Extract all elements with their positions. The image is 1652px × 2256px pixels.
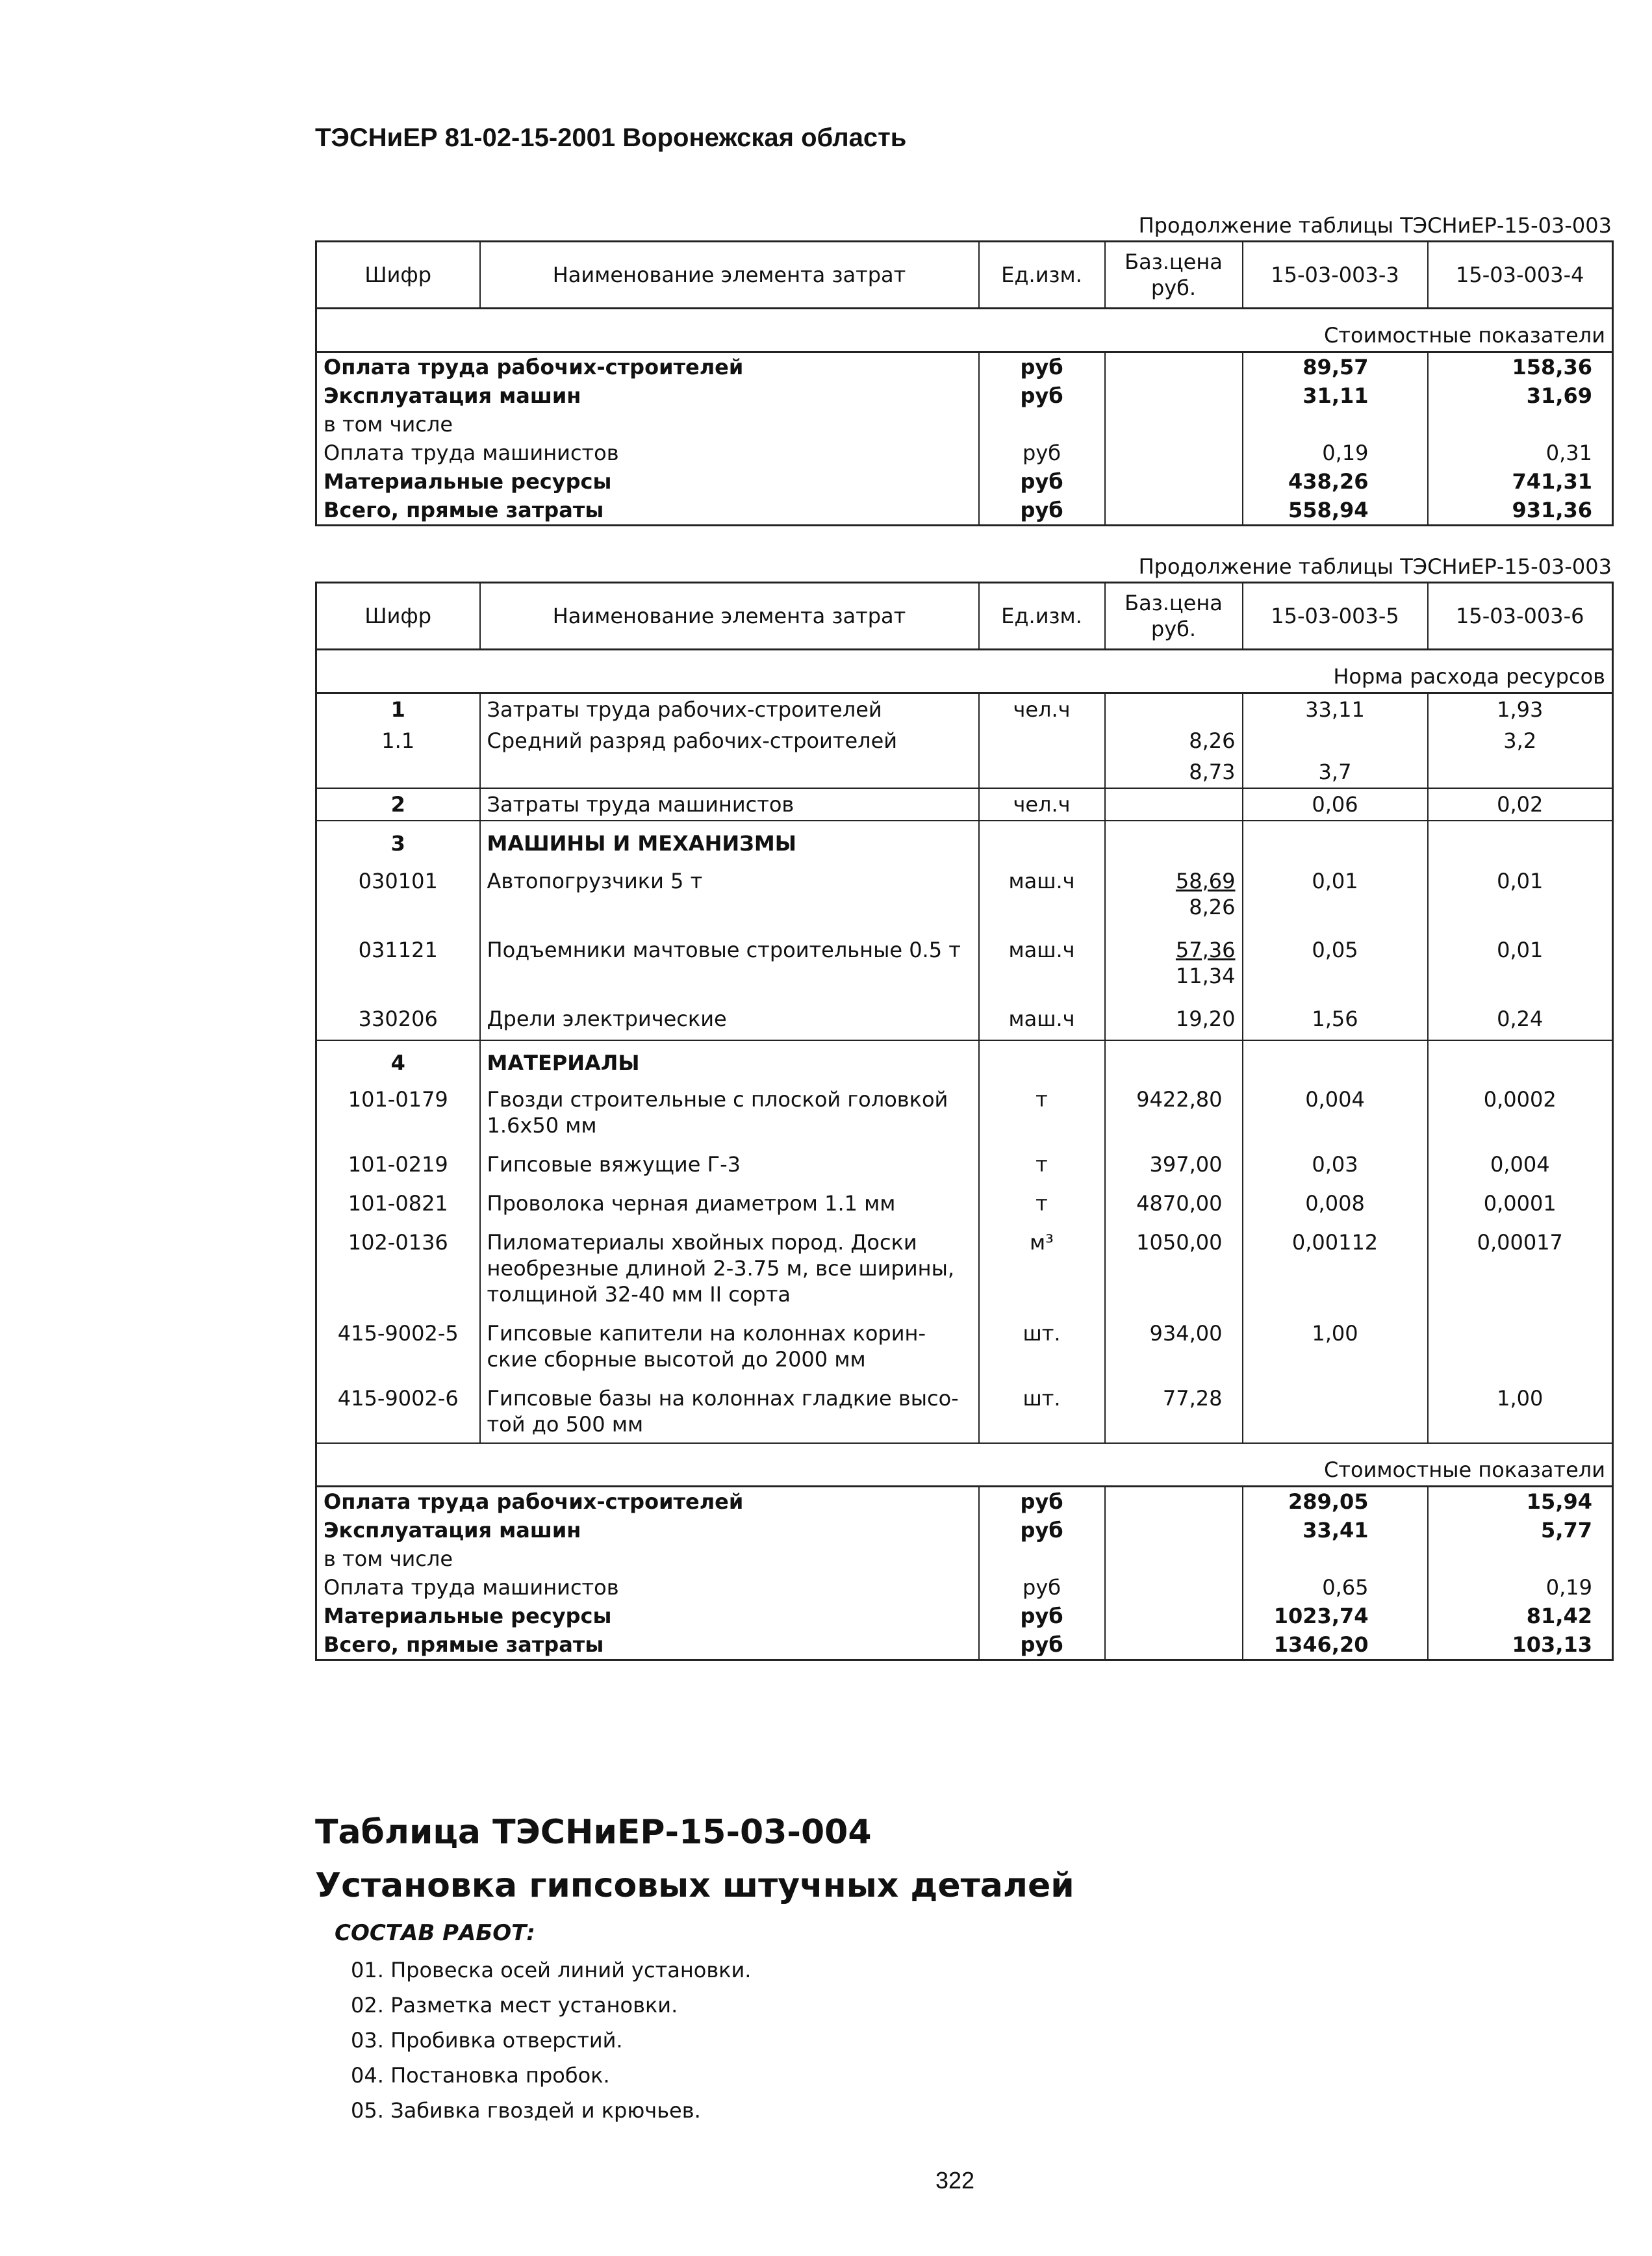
table-row: 2 Затраты труда машинистов чел.ч 0,06 0,02 <box>316 788 1613 821</box>
section-label: Норма расхода ресурсов <box>316 650 1613 693</box>
table-row: 1 Затраты труда рабочих-строителей чел.ч 33,11 1,93 <box>316 693 1613 726</box>
work-step: 02. Разметка мест установки. <box>351 1993 678 2018</box>
work-composition-heading: СОСТАВ РАБОТ: <box>335 1920 535 1946</box>
page-number: 322 <box>935 2167 975 2194</box>
cost-row: Всего, прямые затраты руб 558,94 931,36 <box>316 496 1613 526</box>
material-row: 101-0821 Проволока черная диаметром 1.1 мм т 4870,00 0,008 0,0001 <box>316 1183 1613 1222</box>
col-header-name: Наименование элемента затрат <box>480 242 979 309</box>
machine-row: 031121 Подъемники мачтовые строительные 0.5 т маш.ч 57,36 11,34 0,05 0,01 <box>316 928 1613 997</box>
material-row: 101-0219 Гипсовые вяжущие Г-3 т 397,00 0,03 0,004 <box>316 1144 1613 1183</box>
table-continuation-caption: Продолжение таблицы ТЭСНиЕР-15-03-003 <box>1138 554 1612 579</box>
table-continuation-caption: Продолжение таблицы ТЭСНиЕР-15-03-003 <box>1138 213 1612 238</box>
cost-row: Оплата труда рабочих-строителей руб 89,57 158,36 <box>316 352 1613 382</box>
col-header-price: Баз.цена руб. <box>1105 583 1243 650</box>
table-row: 3 МАШИНЫ И МЕХАНИЗМЫ <box>316 821 1613 859</box>
work-step: 03. Пробивка отверстий. <box>351 2028 623 2053</box>
material-row: 415-9002-5 Гипсовые капители на колоннах корин-ские сборные высотой до 2000 мм шт. 934,00 1,00 <box>316 1313 1613 1378</box>
material-row: 102-0136 Пиломатериалы хвойных пород. Доски необрезные длиной 2-3.75 м, все ширины, толщиной 32-40 мм II сорта м³ 1050,00 0,00112 0,00017 <box>316 1222 1613 1313</box>
work-step: 01. Провеска осей линий установки. <box>351 1958 752 1982</box>
cost-row: Материальные ресурсы руб 438,26 741,31 <box>316 467 1613 496</box>
cost-row: Материальные ресурсы руб 1023,74 81,42 <box>316 1602 1613 1630</box>
col-header-code: Шифр <box>316 242 480 309</box>
table-row: 8,73 3,7 <box>316 756 1613 788</box>
section-label: Стоимостные показатели <box>316 1443 1613 1487</box>
work-step: 04. Постановка пробок. <box>351 2063 610 2088</box>
table-row: 1.1 Средний разряд рабочих-строителей 8,26 3,2 <box>316 725 1613 756</box>
table-title: Таблица ТЭСНиЕР-15-03-004 <box>315 1813 872 1852</box>
cost-table-2 <box>315 582 1614 1661</box>
material-row: 101-0179 Гвозди строительные с плоской головкой 1.6x50 мм т 9422,80 0,004 0,0002 <box>316 1079 1613 1144</box>
col-header-code: Шифр <box>316 583 480 650</box>
cost-row: Эксплуатация машин руб 31,11 31,69 <box>316 381 1613 410</box>
table-row: 4 МАТЕРИАЛЫ <box>316 1040 1613 1079</box>
cost-row: Эксплуатация машин руб 33,41 5,77 <box>316 1516 1613 1545</box>
cost-row: Всего, прямые затраты руб 1346,20 103,13 <box>316 1630 1613 1660</box>
machine-row: 030101 Автопогрузчики 5 т маш.ч 58,69 8,26 0,01 0,01 <box>316 859 1613 928</box>
cost-row: Оплата труда рабочих-строителей руб 289,05 15,94 <box>316 1487 1613 1517</box>
col-header-b: 15-03-003-6 <box>1428 583 1613 650</box>
cost-row: Оплата труда машинистов руб 0,65 0,19 <box>316 1573 1613 1602</box>
col-header-name: Наименование элемента затрат <box>480 583 979 650</box>
cost-row: в том числе <box>316 410 1613 439</box>
cost-row: в том числе <box>316 1545 1613 1573</box>
col-header-b: 15-03-003-4 <box>1428 242 1613 309</box>
material-row: 415-9002-6 Гипсовые базы на колоннах гладкие высо-той до 500 мм шт. 77,28 1,00 <box>316 1378 1613 1443</box>
section-label: Стоимостные показатели <box>316 309 1613 352</box>
col-header-price: Баз.цена руб. <box>1105 242 1243 309</box>
work-step: 05. Забивка гвоздей и крючьев. <box>351 2098 701 2123</box>
col-header-unit: Ед.изм. <box>979 583 1105 650</box>
document-header: ТЭСНиЕР 81-02-15-2001 Воронежская область <box>315 123 907 152</box>
cost-table-1 <box>315 240 1614 526</box>
cost-row: Оплата труда машинистов руб 0,19 0,31 <box>316 439 1613 467</box>
col-header-unit: Ед.изм. <box>979 242 1105 309</box>
work-steps-list <box>351 1953 751 2128</box>
col-header-a: 15-03-003-3 <box>1243 242 1428 309</box>
machine-row: 330206 Дрели электрические маш.ч 19,20 1,56 0,24 <box>316 997 1613 1040</box>
table-subtitle: Установка гипсовых штучных деталей <box>315 1866 1074 1905</box>
col-header-a: 15-03-003-5 <box>1243 583 1428 650</box>
